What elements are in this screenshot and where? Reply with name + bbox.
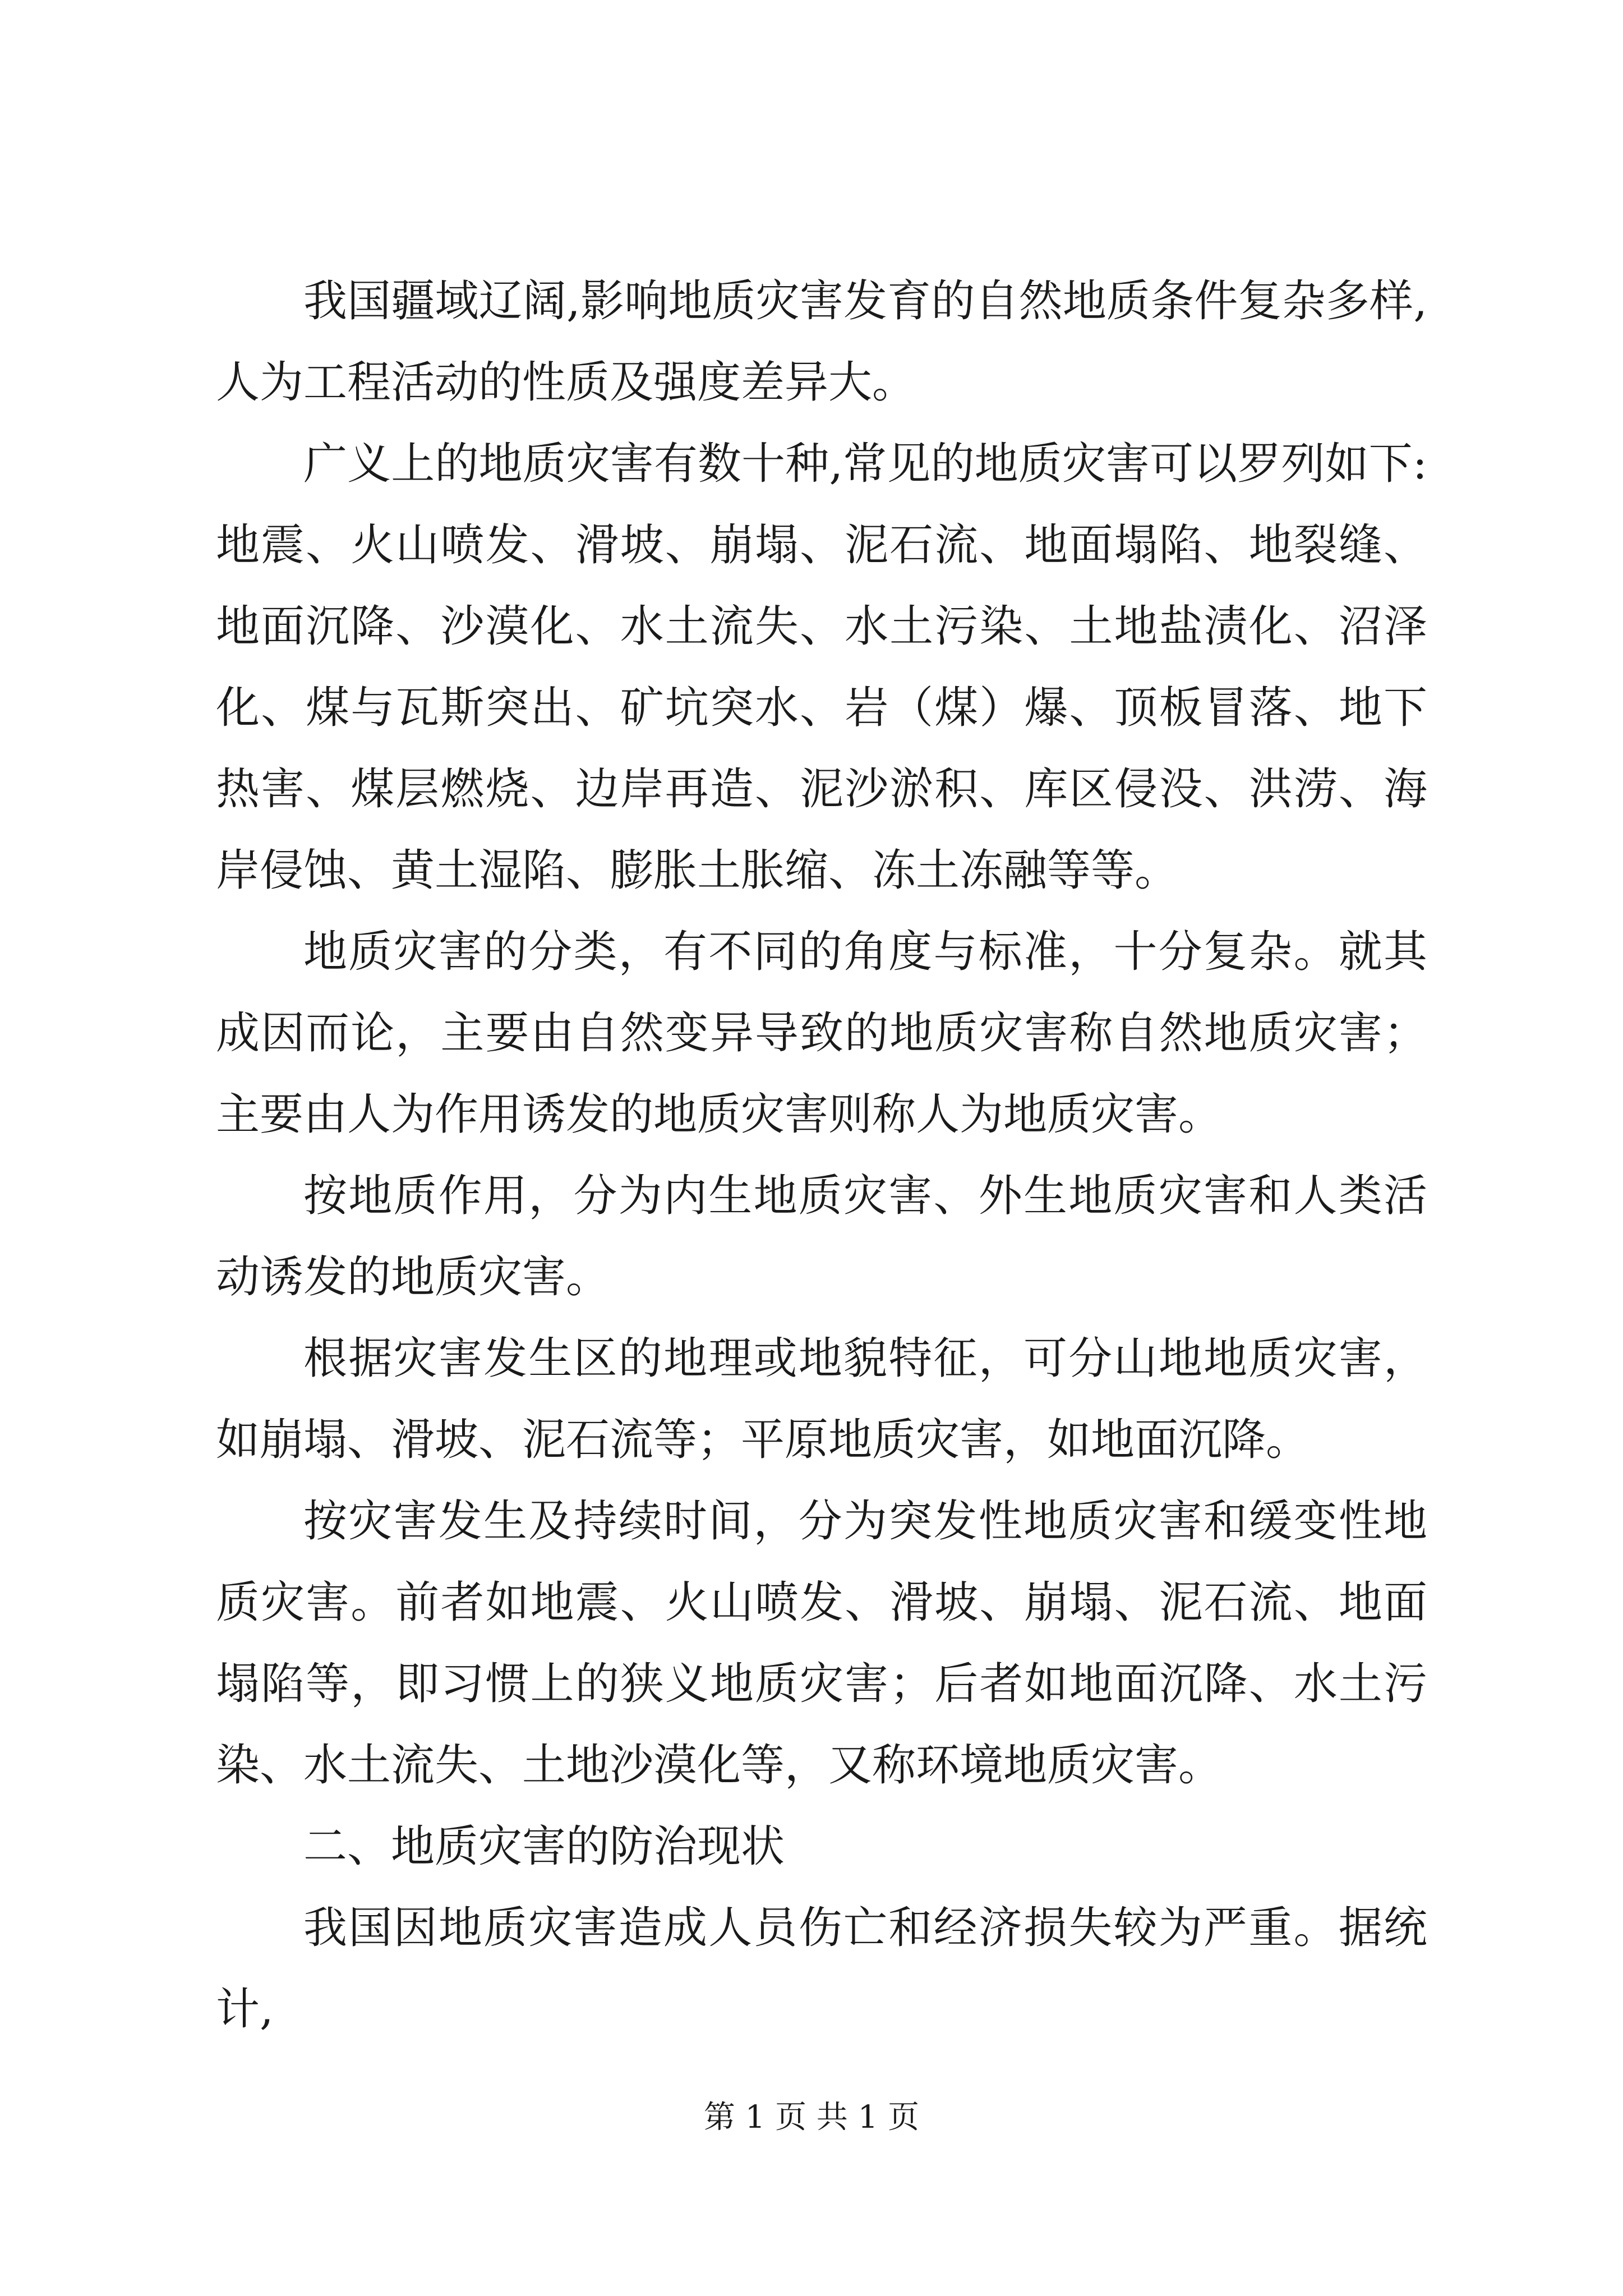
paragraph-2: 广义上的地质灾害有数十种,常见的地质灾害可以罗列如下:地震、火山喷发、滑坡、崩塌、泥石流、地面塌陷、地裂缝、地面沉降、沙漠化、水土流失、水土污染、土地盐渍化、沼泽化、煤与瓦斯突出、矿坑突水、岩（煤）爆、顶板冒落、地下热害、煤层燃烧、边岸再造、泥沙淤积、库区侵没、洪涝、海岸侵蚀、黄土湿陷、膨胀土胀缩、冻土冻融等等。	[216, 439, 1427, 896]
page-footer	[0, 2098, 1623, 2137]
paragraph-5: 根据灾害发生区的地理或地貌特征，可分山地地质灾害，如崩塌、滑坡、泥石流等；平原地质灾害，如地面沉降。	[216, 1333, 1427, 1465]
paragraph-4: 按地质作用，分为内生地质灾害、外生地质灾害和人类活动诱发的地质灾害。	[216, 1171, 1427, 1303]
paragraph-1: 我国疆域辽阔,影响地质灾害发育的自然地质条件复杂多样,人为工程活动的性质及强度差异大。	[216, 276, 1427, 408]
paragraph-6: 按灾害发生及持续时间，分为突发性地质灾害和缓变性地质灾害。前者如地震、火山喷发、滑坡、崩塌、泥石流、地面塌陷等，即习惯上的狭义地质灾害；后者如地面沉降、水土污染、水土流失、土地沙漠化等，又称环境地质灾害。	[216, 1496, 1427, 1791]
paragraph-7: 我国因地质灾害造成人员伤亡和经济损失较为严重。据统计,	[216, 1903, 1427, 2035]
paragraph-3: 地质灾害的分类，有不同的角度与标准，十分复杂。就其成因而论，主要由自然变异导致的地质灾害称自然地质灾害；主要由人为作用诱发的地质灾害则称人为地质灾害。	[216, 927, 1427, 1140]
document-body	[216, 261, 1427, 2050]
page-number-label: 第 1 页 共 1 页	[703, 2099, 920, 2136]
section-heading: 二、地质灾害的防治现状	[303, 1821, 785, 1872]
